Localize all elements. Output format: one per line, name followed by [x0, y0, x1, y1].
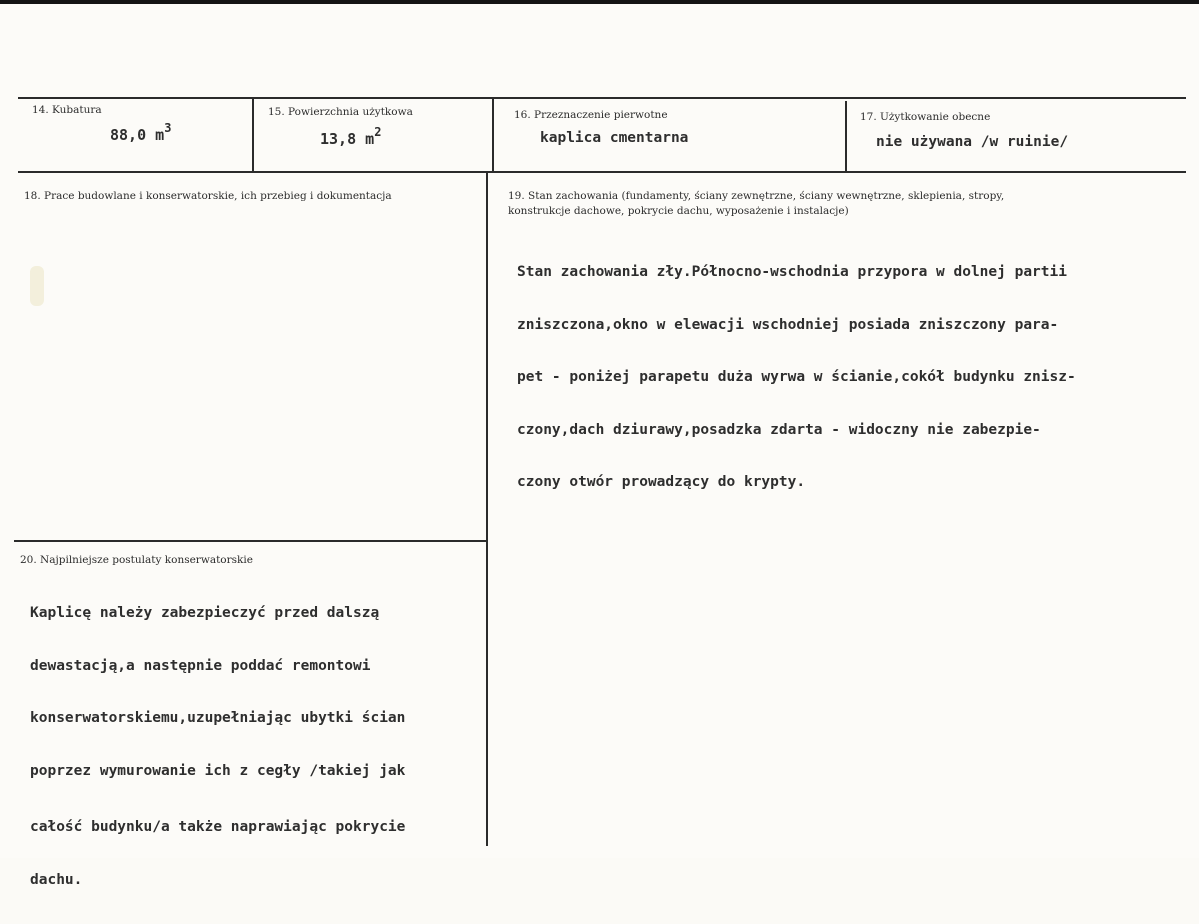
powierzchnia-unit-exponent: 2	[374, 125, 382, 139]
powierzchnia-label: 15. Powierzchnia użytkowa	[268, 106, 413, 118]
stan-zachowania-line: czony otwór prowadzący do krypty.	[517, 474, 806, 490]
uzytkowanie-value: nie używana /w ruinie/	[876, 134, 1069, 150]
top-row-upper-rule	[18, 97, 1186, 99]
divider-16-17	[845, 101, 847, 173]
przeznaczenie-value: kaplica cmentarna	[540, 130, 689, 146]
stan-zachowania-line: pet - poniżej parapetu duża wyrwa w ścianie,cokół budynku znisz-	[517, 369, 1076, 385]
postulaty-line: konserwatorskiemu,uzupełniając ubytki ścian	[30, 710, 406, 726]
kubatura-label: 14. Kubatura	[32, 104, 102, 116]
top-row-lower-rule	[18, 171, 1186, 173]
stan-zachowania-line: Stan zachowania zły.Północno-wschodnia przypora w dolnej partii	[517, 264, 1067, 280]
uzytkowanie-label: 17. Użytkowanie obecne	[860, 111, 991, 123]
section-20-rule	[14, 540, 488, 542]
stan-zachowania-text	[517, 229, 1076, 527]
kubatura-number: 88,0 m	[110, 126, 165, 144]
kubatura-unit-exponent: 3	[164, 121, 172, 135]
postulaty-line: dachu.	[30, 871, 83, 888]
postulaty-line: Kaplicę należy zabezpieczyć przed dalszą	[30, 605, 380, 621]
divider-15-16	[492, 97, 494, 173]
stan-zachowania-label-line2: konstrukcje dachowe, pokrycie dachu, wyposażenie i instalacje)	[508, 205, 849, 217]
przeznaczenie-label: 16. Przeznaczenie pierwotne	[514, 109, 668, 121]
stan-zachowania-line: zniszczona,okno w elewacji wschodniej posiada zniszczony para-	[517, 316, 1059, 333]
powierzchnia-number: 13,8 m	[320, 130, 375, 148]
postulaty-line: całość budynku/a także naprawiając pokrycie	[30, 819, 406, 835]
prace-budowlane-label: 18. Prace budowlane i konserwatorskie, ich przebieg i dokumentacja	[24, 190, 392, 202]
stan-zachowania-line: czony,dach dziurawy,posadzka zdarta - widoczny nie zabezpie-	[517, 421, 1041, 438]
kubatura-value	[110, 122, 171, 145]
postulaty-line: dewastacją,a następnie poddać remontowi	[30, 657, 371, 674]
stan-zachowania-label-line1: 19. Stan zachowania (fundamenty, ściany zewnętrzne, ściany wewnętrzne, sklepienia, stropy,	[508, 190, 1005, 202]
paper-stain	[30, 266, 44, 306]
middle-vertical-divider	[486, 173, 488, 846]
postulaty-text	[30, 570, 405, 924]
postulaty-line: poprzez wymurowanie ich z cegły /takiej jak	[30, 762, 406, 779]
divider-14-15	[252, 97, 254, 173]
powierzchnia-value	[320, 126, 381, 149]
postulaty-label: 20. Najpilniejsze postulaty konserwatorskie	[20, 554, 253, 566]
